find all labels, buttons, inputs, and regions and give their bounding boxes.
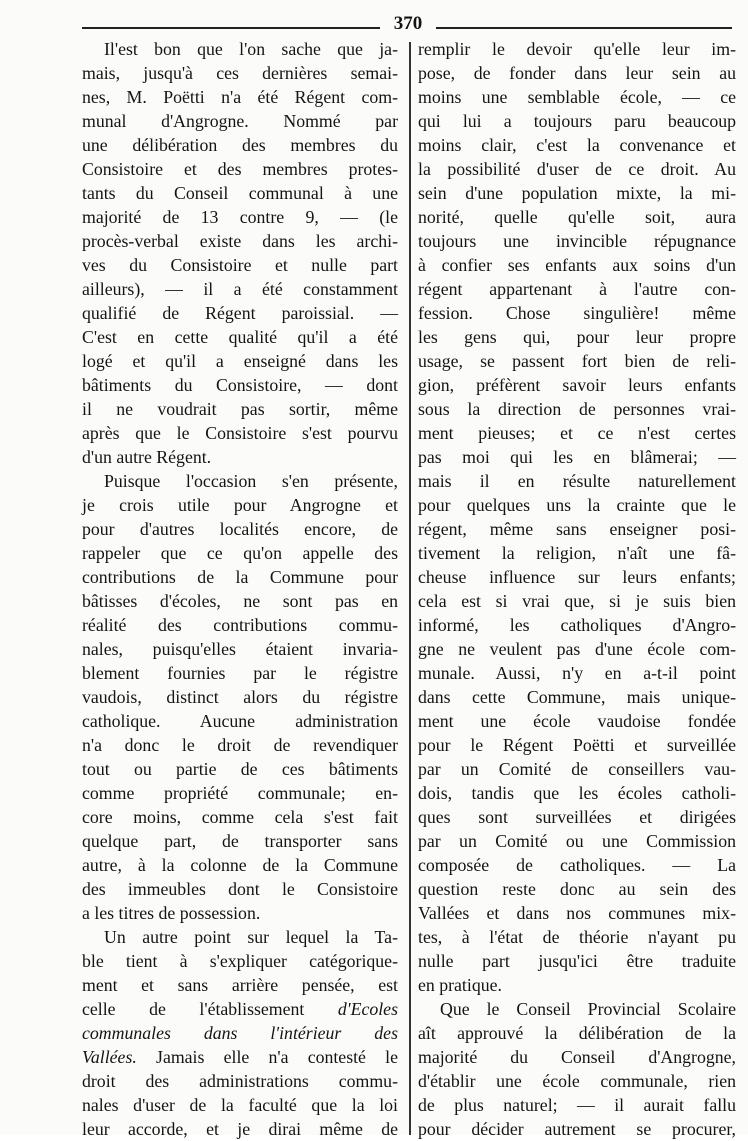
text-line: nes, M. Poëtti n'a été Régent com- [82, 87, 398, 107]
text-line: majorité de 13 contre 9, — (le [82, 207, 398, 227]
text-line: ment pieuses; et ce n'est certes [418, 423, 736, 443]
text-line: toujours une invincible répugnance [418, 231, 736, 251]
text-line: cheuse influence sur leurs enfants; [418, 567, 736, 587]
text-line: à confier ses enfants aux soins d'un [418, 255, 736, 275]
text-line: Vallées et dans nos communes mix- [418, 903, 736, 923]
text-line: par un Comité ou une Commission [418, 831, 736, 851]
text-line: catholique. Aucune administration [82, 711, 398, 731]
text-line: dans cette Commune, mais unique- [418, 687, 736, 707]
text-line: munale. Aussi, n'y en a-t-il point [418, 663, 736, 683]
text-line: la possibilité d'user de ce droit. Au [418, 159, 736, 179]
text-line: munal d'Angrogne. Nommé par [82, 111, 398, 131]
text-line: sein d'une population mixte, la mi- [418, 183, 736, 203]
text-line: qualifié de Régent paroissial. — [82, 303, 398, 323]
text-line: Vallées. Jamais elle n'a contesté le [82, 1047, 398, 1067]
text-line: ment et sans arrière pensée, est [82, 975, 398, 995]
text-line: celle de l'établissement d'Ecoles [82, 999, 398, 1019]
text-line: après que le Consistoire s'est pourvu [82, 423, 398, 443]
text-line: bâtiments du Consistoire, — dont [82, 375, 398, 395]
text-line: autre, à la colonne de la Commune [82, 855, 398, 875]
text-line: pour le Régent Poëtti et surveillée [418, 735, 736, 755]
text-line: tivement la religion, n'aît une fâ- [418, 543, 736, 563]
text-line: question reste donc au sein des [418, 879, 736, 899]
text-line: par un Comité de conseillers vau- [418, 759, 736, 779]
text-line: remplir le devoir qu'elle leur im- [418, 39, 736, 59]
text-line: Il'est bon que l'on sache que ja- [104, 39, 398, 59]
text-line: communales dans l'intérieur des [82, 1023, 398, 1043]
text-line: usage, se passent fort bien de reli- [418, 351, 736, 371]
text-line: tants du Conseil communal à une [82, 183, 398, 203]
text-line: quelque part, de transporter sans [82, 831, 398, 851]
text-line: Puisque l'occasion s'en présente, [104, 471, 398, 491]
text-line: d'établir une école communale, rien [418, 1071, 736, 1091]
text-line: ailleurs), — il a été constamment [82, 279, 398, 299]
right-column [418, 37, 736, 1141]
text-line: moins clair, c'est la convenance et [418, 135, 736, 155]
text-line: moins une semblable école, — ce [418, 87, 736, 107]
text-line: ment une école vaudoise fondée [418, 711, 736, 731]
text-line: blement fournies par le régistre [82, 663, 398, 683]
text-line: tes, à l'état de théorie n'ayant pu [418, 927, 736, 947]
text-line: fession. Chose singulière! même [418, 303, 736, 323]
text-line: les gens qui, pour leur propre [418, 327, 736, 347]
text-line: mais il en résulte naturellement [418, 471, 736, 491]
text-line: pour décider autrement se procurer, [418, 1119, 736, 1139]
text-line: Que le Conseil Provincial Scolaire [440, 999, 736, 1019]
text-line: une délibération des membres du [82, 135, 398, 155]
text-line: cela est si vrai que, si je suis bien [418, 591, 736, 611]
text-line: il ne voudrait pas sortir, même [82, 399, 398, 419]
text-line: nales d'user de la faculté que la loi [82, 1095, 398, 1115]
text-line: leur accorde, et je dirai même de [82, 1119, 398, 1139]
text-line: Un autre point sur lequel la Ta- [104, 927, 398, 947]
text-line: a les titres de possession. [82, 903, 261, 923]
column-divider [409, 42, 411, 1135]
text-line: pas moi qui les en blâmerai; — [418, 447, 736, 467]
text-line: aît approuvé la délibération de la [418, 1023, 736, 1043]
text-line: gion, préfèrent savoir leurs enfants [418, 375, 736, 395]
text-line: C'est en cette qualité qu'il a été [82, 327, 398, 347]
text-line: droit des administrations commu- [82, 1071, 398, 1091]
text-line: contributions de la Commune pour [82, 567, 398, 587]
text-line: des immeubles dont le Consistoire [82, 879, 398, 899]
text-line: composée de catholiques. — La [418, 855, 736, 875]
text-line: Consistoire et des membres protes- [82, 159, 398, 179]
text-line: comme propriété communale; en- [82, 783, 398, 803]
text-line: régent, même sans enseigner posi- [418, 519, 736, 539]
text-line: d'un autre Régent. [82, 447, 212, 467]
text-line: logé et qu'il a enseigné dans les [82, 351, 398, 371]
text-line: réalité des contributions commu- [82, 615, 398, 635]
text-line: qui lui a toujours paru beaucoup [418, 111, 736, 131]
text-line: gne ne veulent pas d'une école com- [418, 639, 736, 659]
text-line: de plus naturel; — il aurait fallu [418, 1095, 736, 1115]
text-line: vaudois, distinct alors du régistre [82, 687, 398, 707]
text-line: nales, puisqu'elles étaient invaria- [82, 639, 398, 659]
text-line: bâtisses d'écoles, ne sont pas en [82, 591, 398, 611]
text-line: ble tient à s'expliquer catégorique- [82, 951, 398, 971]
text-line: je crois utile pour Angrogne et [82, 495, 398, 515]
text-line: nulle part jusqu'ici être traduite [418, 951, 736, 971]
text-line: en pratique. [418, 975, 502, 995]
text-line: mais, jusqu'à ces dernières semai- [82, 63, 398, 83]
text-line: ques sont surveillées et dirigées [418, 807, 736, 827]
text-line: sous la direction de personnes vrai- [418, 399, 736, 419]
text-line: core moins, comme cela s'est fait [82, 807, 398, 827]
left-column [82, 37, 398, 1141]
text-line: pour d'autres localités encore, de [82, 519, 398, 539]
text-line: informé, les catholiques d'Angro- [418, 615, 736, 635]
text-line: pour quelques uns la crainte que le [418, 495, 736, 515]
text-line: ves du Consistoire et nulle part [82, 255, 398, 275]
text-line: régent appartenant à l'autre con- [418, 279, 736, 299]
text-line: rappeler que ce qu'on appelle des [82, 543, 398, 563]
text-line: procès-verbal existe dans les archi- [82, 231, 398, 251]
text-line: norité, quelle qu'elle soit, aura [418, 207, 736, 227]
text-line: n'a donc le droit de revendiquer [82, 735, 398, 755]
page-number: 370 [380, 13, 436, 35]
text-line: pose, de fonder dans leur sein au [418, 63, 736, 83]
text-line: majorité du Conseil d'Angrogne, [418, 1047, 736, 1067]
text-line: dois, tandis que les écoles catholi- [418, 783, 736, 803]
text-line: tout ou partie de ces bâtiments [82, 759, 398, 779]
